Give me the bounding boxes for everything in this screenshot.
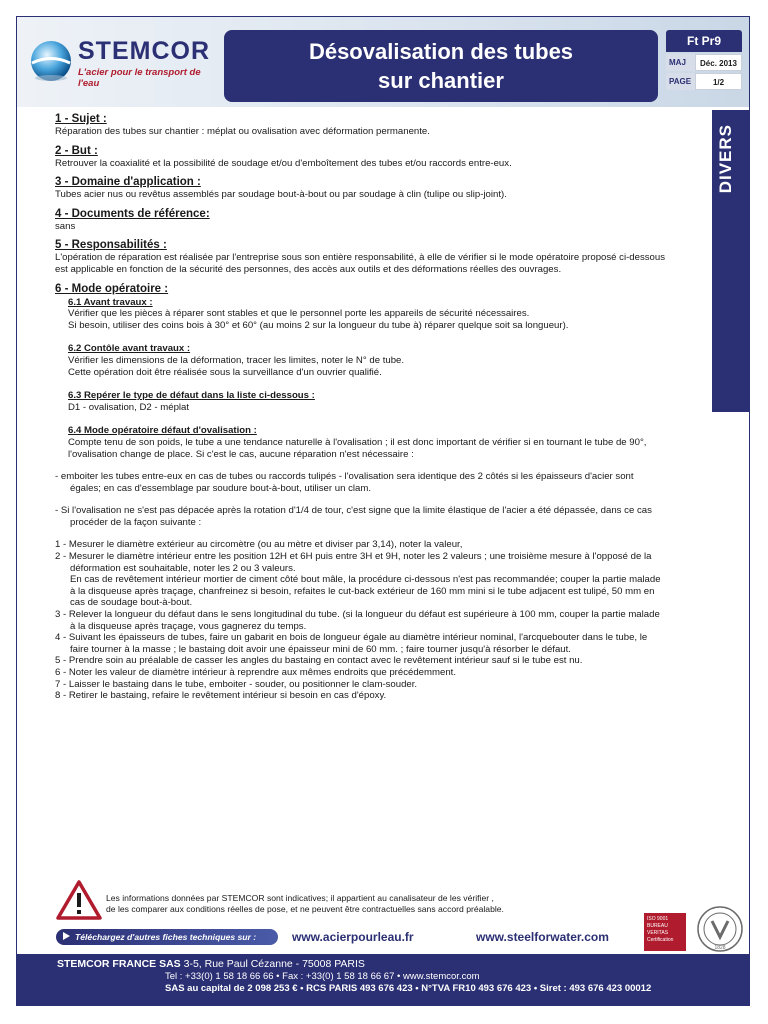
section-text: Réparation des tubes sur chantier : méplat ou ovalisation avec déformation permanente. [55,126,430,137]
globe-icon [28,38,74,84]
section-title: 3 - Domaine d'application : [55,176,201,189]
subsection-6-3 [68,390,665,413]
section-text: Retrouver la coaxialité et la possibilité de soudage et/ou d'emboîtement des tubes et/ou raccords entre-eux. [55,157,512,169]
category-tab [712,110,749,412]
maj-label: MAJ [666,54,695,71]
logo-tagline: L'acier pour le transport de l'eau [78,67,201,89]
section-documents [55,208,665,233]
maj-value: Déc. 2013 [695,54,742,71]
subsection-title: 6.3 Repérer le type de défaut dans la liste ci-dessous : [68,390,315,402]
footer [17,954,749,1005]
download-banner [56,929,278,945]
page-value: 1/2 [695,73,742,90]
section-title: 5 - Responsabilités : [55,239,167,252]
subsection-line: Si besoin, utiliser des coins bois à 30° et 60° (au moins 2 sur la longueur du tube à) réparer quelque soit sa longueur). [68,319,569,331]
download-label: Téléchargez d'autres fiches techniques sur : [75,932,257,942]
sheet-code: Ft Pr9 [666,30,742,52]
subsection-title: 6.2 Contôle avant travaux : [68,343,191,355]
footer-company [57,958,365,970]
page-label: PAGE [666,73,695,90]
section-but [55,145,665,170]
certification-badge [644,905,742,953]
section-mode-operatoire [55,283,665,702]
subsection-6-1 [68,297,665,332]
disclaimer [106,893,504,915]
section-text: L'opération de réparation est réalisée par l'entreprise sous son entière responsabilité, à elle de vérifier si le mode opératoire proposé ci-dessous est applicable en fonction de la sécurité des personnes, des accès aux outils et des déformations réelles des ouvrages. [55,252,666,275]
subsection-title: 6.4 Mode opératoire défaut d'ovalisation : [68,425,257,437]
page-title [224,30,658,102]
ovalisation-bullet-2: - Si l'ovalisation ne s'est pas dépacée après la rotation d'1/4 de tour, c'est signe que la limite élastique de l'acier a été dépassée, dans ce cas procéder de la façon suivante : [55,505,652,528]
section-title: 1 - Sujet : [55,113,107,125]
section-domaine [55,176,665,201]
section-title: 4 - Documents de référence: [55,207,210,220]
footer-legal: SAS au capital de 2 098 253 € • RCS PARIS 493 676 423 • N°TVA FR10 493 676 423 • Siret : 493 676 423 00012 [165,983,652,994]
stemcor-logo [28,36,218,89]
subsection-line: Cette opération doit être réalisée sous la surveillance d'un ouvrier qualifié. [68,366,382,378]
subsection-line: Vérifier que les pièces à réparer sont stables et que le personnel porte les appareils de sécurité nécessaires. [68,308,530,320]
subsection-6-2 [68,343,665,378]
section-responsabilites [55,239,665,275]
disclaimer-line: de les comparer aux conditions réelles de pose, et ne peuvent être contractuelles sans accord préalable. [106,904,504,914]
link-acierpourleau[interactable]: www.acierpourleau.fr [292,930,414,944]
subsection-line: D1 - ovalisation, D2 - méplat [68,401,190,413]
sheet-meta [666,30,742,90]
link-steelforwater[interactable]: www.steelforwater.com [476,930,609,944]
section-text: Tubes acier nus ou revêtus assemblés par soudage bout-à-bout ou par soudage à clin (tulipe ou slip-joint). [55,189,507,201]
procedure-step: 8 - Retirer le bastaing, refaire le revêtement intérieur si besoin en cas d'époxy. [55,690,387,702]
subsection-line: Vérifier les dimensions de la déformation, tracer les limites, noter le N° de tube. [68,354,405,366]
warning-icon [56,880,102,920]
procedure-step: 6 - Noter les valeur de diamètre intérieur à reprendre aux mêmes endroits que précédemment. [55,667,457,678]
document-body [55,113,665,709]
procedure-step-note: En cas de revêtement intérieur mortier de ciment côté bout mâle, la procédure ci-dessous n'est pas recommandée; couper la partie malade à la disqueuse après traçage, chanfreinez si besoin, refaites le cut-back extérieur de 160 mm mini si le tube adjacent est tulipé, 50 mm en cas de soudage bout-à-bout. [70,574,661,609]
ovalisation-intro: Compte tenu de son poids, le tube a une tendance naturelle à l'ovalisation ; il est donc important de vérifier si en tournant le tube de 90°, l'ovalisation change de place. Si c'est le cas, aucune réparation n'est nécessaire : [68,436,647,460]
title-line-2: sur chantier [378,68,504,93]
section-title: 6 - Mode opératoire : [55,282,169,295]
section-text: sans [55,220,76,232]
procedure-step: 3 - Relever la longueur du défaut dans le sens longitudinal du tube. (si la longueur du défaut est supérieure à 100 mm, couper la partie malade à la disqueuse après traçage, vous gagnerez du temps. [55,609,660,632]
section-title: 2 - But : [55,144,98,157]
subsection-6-4 [68,425,665,437]
footer-contact: Tel : +33(0) 1 58 18 66 66 • Fax : +33(0) 1 58 18 66 67 • www.stemcor.com [165,971,480,982]
procedure-step: 7 - Laisser le bastaing dans le tube, emboiter - souder, ou positionner le clam-souder. [55,678,418,690]
iso-label: ISO 9001 BUREAU VERITAS Certification [644,913,686,951]
play-arrow-icon [63,932,70,940]
procedure-step: 1 - Mesurer le diamètre extérieur au circomètre (ou au mètre et diviser par 3,14), noter la valeur, [55,539,463,551]
procedure-step: 4 - Suivant les épaisseurs de tubes, faire un gabarit en bois de longueur égale au diamètre intérieur nominal, l'arcquebouter dans le tube, le faire tourner à la masse ; le bastaing doit avoir une épaisseur mini de 60 mm. ; faire tourner jusqu'à résorber le défaut. [55,632,648,655]
section-sujet [55,113,665,138]
company-address: 3-5, Rue Paul Cézanne - 75008 PARIS [180,958,365,970]
seal-year: 1828 [714,945,726,951]
category-label: DIVERS [716,124,735,194]
bureau-veritas-seal-icon [696,905,744,953]
title-line-1: Désovalisation des tubes [308,39,574,64]
company-name: STEMCOR FRANCE SAS [57,958,181,970]
procedure-step: 2 - Mesurer le diamètre intérieur entre les position 12H et 6H puis entre 3H et 9H, noter les 2 valeurs ; une troisième mesure à l'opposé de la déformation est souhaitable, noter les 2 ou 3 valeurs. [55,551,652,574]
ovalisation-bullet-1: - emboiter les tubes entre-eux en cas de tubes ou raccords tulipés - l'ovalisation sera identique des 2 côtés si les épaisseurs d'acier sont égales; en cas d'essemblage par soudure bout-à-bout, utiliser un clam. [55,471,634,494]
procedure-step: 5 - Prendre soin au préalable de casser les angles du bastaing en contact avec le revêtement intérieur sauf si le tube est nu. [55,655,583,667]
logo-name: STEMCOR [78,37,210,65]
subsection-title: 6.1 Avant travaux : [68,296,153,308]
disclaimer-line: Les informations données par STEMCOR sont indicatives; il appartient au canalisateur de les vérifier , [106,893,494,903]
